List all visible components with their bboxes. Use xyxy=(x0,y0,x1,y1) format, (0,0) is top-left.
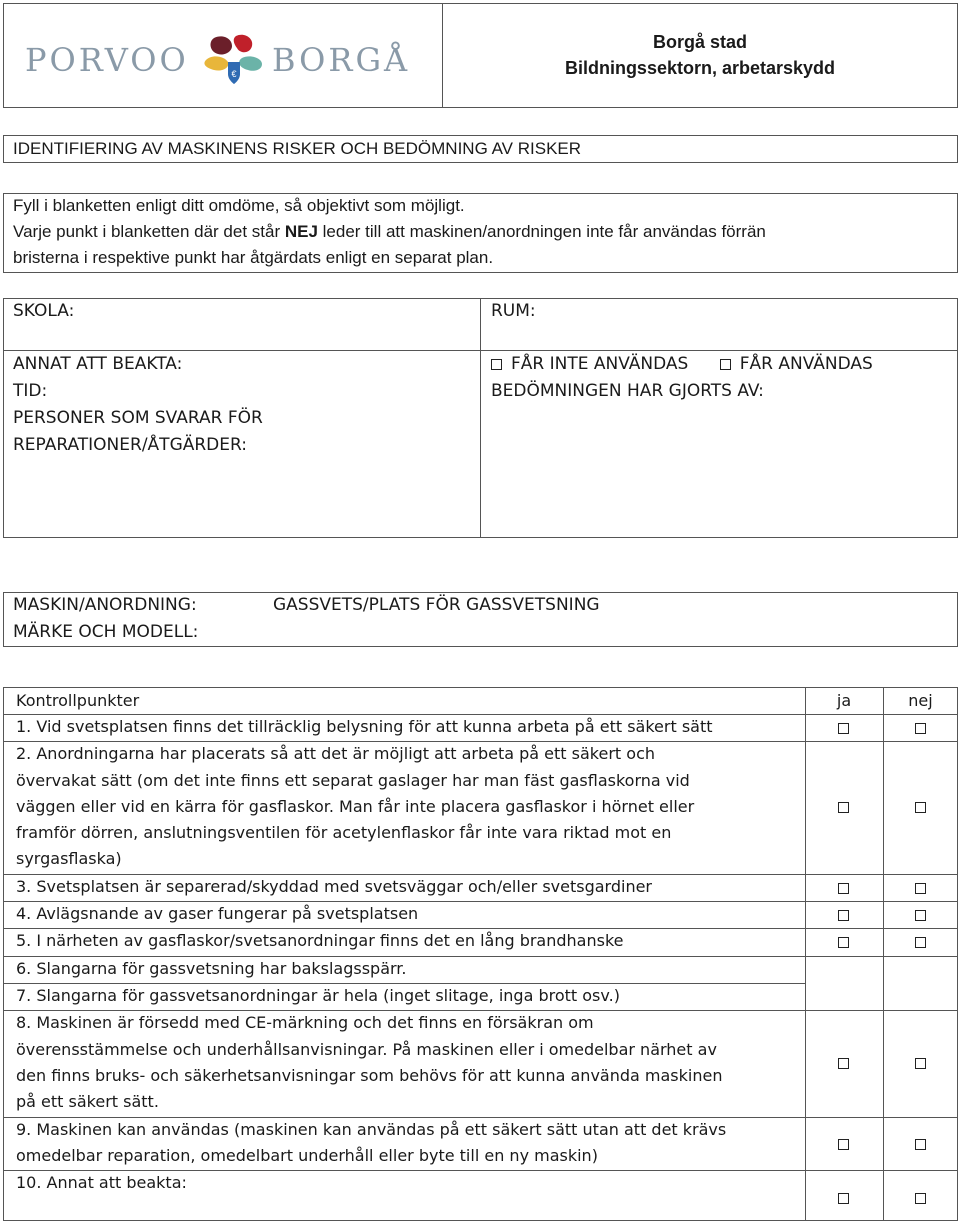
yes-checkbox[interactable] xyxy=(838,1193,849,1204)
checklist-item-text: 3. Svetsplatsen är separerad/skyddad med svetsväggar och/eller svetsgardiner xyxy=(16,876,653,896)
allowed-checkbox[interactable] xyxy=(720,359,731,370)
checklist-row xyxy=(3,983,958,1010)
form-title: IDENTIFIERING AV MASKINENS RISKER OCH BEDÖMNING AV RISKER xyxy=(13,139,582,158)
checklist-row xyxy=(3,928,958,955)
svg-text:€: € xyxy=(231,69,237,79)
responsible-label-line-1[interactable]: PERSONER SOM SVARAR FÖR xyxy=(13,408,263,428)
checklist-item-text: på ett säkert sätt. xyxy=(16,1092,159,1112)
other-label[interactable]: ANNAT ATT BEAKTA: xyxy=(13,354,183,374)
checklist-row xyxy=(3,874,958,901)
checklist-row xyxy=(3,1117,958,1171)
checklist-row xyxy=(3,741,958,874)
checklist-row xyxy=(3,901,958,928)
column-header-yes: ja xyxy=(836,691,852,710)
instructions-line-1: Fyll i blanketten enligt ditt omdöme, så objektivt som möjligt. xyxy=(13,196,465,215)
checklist-row xyxy=(3,1170,958,1221)
checklist-item-text: den finns bruks- och säkerhetsanvisningar som behövs för att kunna använda maskinen xyxy=(16,1065,723,1085)
logo-text-porvoo: PORVOO xyxy=(25,41,189,79)
no-checkbox[interactable] xyxy=(915,883,926,894)
checklist-item-text: omedelbar reparation, omedelbart underhåll eller byte till en ny maskin) xyxy=(16,1145,598,1165)
school-room-divider xyxy=(480,298,481,538)
not-allowed-checkbox[interactable] xyxy=(491,359,502,370)
checklist-row xyxy=(3,1010,958,1116)
checklist-item-text: överensstämmelse och underhållsanvisningar. På maskinen eller i omedelbar närhet av xyxy=(16,1039,717,1059)
no-checkbox[interactable] xyxy=(915,1058,926,1069)
yes-checkbox[interactable] xyxy=(838,1058,849,1069)
checklist-item-text: 8. Maskinen är försedd med CE-märkning och det finns en försäkran om xyxy=(16,1013,594,1033)
instructions-line-2-start: Varje punkt i blanketten där det står xyxy=(13,222,285,241)
yes-checkbox[interactable] xyxy=(838,910,849,921)
no-checkbox[interactable] xyxy=(915,1139,926,1150)
checklist-row xyxy=(3,714,958,741)
brand-label[interactable]: MÄRKE OCH MODELL: xyxy=(13,622,199,642)
machine-value: GASSVETS/PLATS FÖR GASSVETSNING xyxy=(273,595,600,615)
allowed-label: FÅR ANVÄNDAS xyxy=(739,354,873,374)
checklist-item-text: övervakat sätt (om det inte finns ett separat gaslager har man fäst gasflaskorna vid xyxy=(16,770,690,790)
usage-options xyxy=(491,354,873,374)
machine-label[interactable]: MASKIN/ANORDNING: xyxy=(13,595,197,615)
school-label[interactable]: SKOLA: xyxy=(13,301,75,321)
org-name: Borgå stad xyxy=(652,32,748,52)
header-title-cell xyxy=(442,3,958,108)
org-unit: Bildningssektorn, arbetarskydd xyxy=(564,58,836,78)
instructions-line-3: bristerna i respektive punkt har åtgärdats enligt en separat plan. xyxy=(13,248,494,267)
no-checkbox[interactable] xyxy=(915,723,926,734)
no-checkbox[interactable] xyxy=(915,910,926,921)
school-row-divider xyxy=(3,350,958,351)
checklist-item-text: väggen eller vid en kärra för gasflaskor. Man får inte placera gasflaskor i hörnet eller xyxy=(16,796,695,816)
responsible-label-line-2: REPARATIONER/ÅTGÄRDER: xyxy=(13,435,248,455)
checklist-item-text: 4. Avlägsnande av gaser fungerar på svetsplatsen xyxy=(16,904,419,924)
nej-emphasis: NEJ xyxy=(284,222,318,241)
assessed-by-label[interactable]: BEDÖMNINGEN HAR GJORTS AV: xyxy=(491,381,764,401)
logo-text-borga: BORGÅ xyxy=(272,41,411,79)
checklist-row xyxy=(3,956,958,983)
column-header-no: nej xyxy=(908,691,933,710)
checklist-item-text: syrgasflaska) xyxy=(16,849,122,869)
checklist-item-text: 7. Slangarna för gassvetsanordningar är hela (inget slitage, inga brott osv.) xyxy=(16,986,620,1005)
no-checkbox[interactable] xyxy=(915,937,926,948)
no-checkbox[interactable] xyxy=(915,802,926,813)
checklist-item-text: 5. I närheten av gasflaskor/svetsanordningar finns det en lång brandhanske xyxy=(16,931,624,951)
room-label[interactable]: RUM: xyxy=(491,301,536,321)
no-checkbox[interactable] xyxy=(915,1193,926,1204)
time-label[interactable]: TID: xyxy=(13,381,48,401)
checklist-item-text: framför dörren, anslutningsventilen för acetylenflaskor får inte vara riktad mot en xyxy=(16,823,672,843)
checklist-item-text: 9. Maskinen kan användas (maskinen kan användas på ett säkert sätt utan att det krävs xyxy=(16,1119,727,1139)
checklist-item-text: 6. Slangarna för gassvetsning har bakslagsspärr. xyxy=(16,958,407,978)
instructions-line-2 xyxy=(13,222,766,242)
yes-checkbox[interactable] xyxy=(838,937,849,948)
city-emblem-icon xyxy=(202,32,266,88)
yes-checkbox[interactable] xyxy=(838,802,849,813)
yes-checkbox[interactable] xyxy=(838,723,849,734)
not-allowed-label: FÅR INTE ANVÄNDAS xyxy=(511,354,689,374)
checklist-item-text: 10. Annat att beakta: xyxy=(16,1173,187,1193)
yes-checkbox[interactable] xyxy=(838,883,849,894)
yes-checkbox[interactable] xyxy=(838,1139,849,1150)
porvoo-borga-logo xyxy=(22,32,422,88)
checklist-table xyxy=(3,687,958,1221)
checklist-item-text: 1. Vid svetsplatsen finns det tillräcklig belysning för att kunna arbeta på ett säkert sätt xyxy=(16,717,713,736)
checklist-item-text: 2. Anordningarna har placerats så att det är möjligt att arbeta på ett säkert och xyxy=(16,744,655,764)
instructions-line-2-end: leder till att maskinen/anordningen inte får användas förrän xyxy=(317,222,766,241)
checklist-header-label: Kontrollpunkter xyxy=(16,691,140,710)
